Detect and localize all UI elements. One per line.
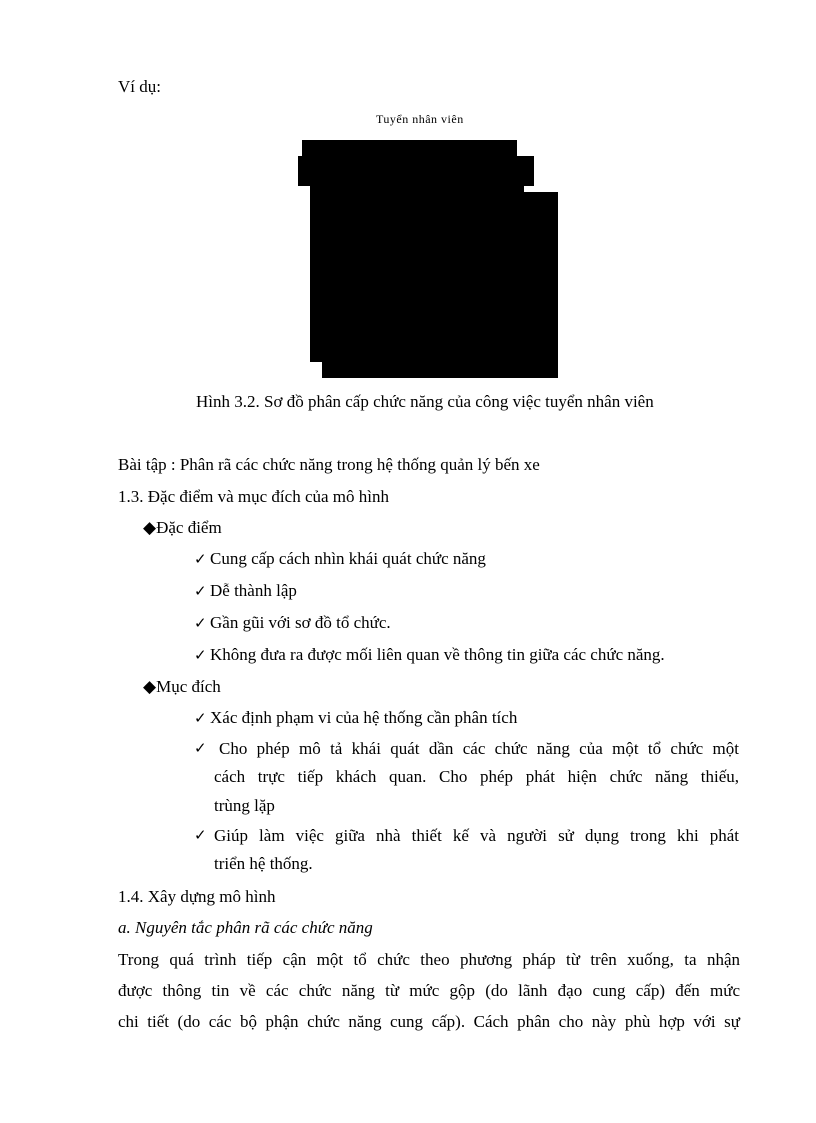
checkmark-icon: ✓ <box>194 552 207 568</box>
feature-text: Không đưa ra được mối liên quan về thông tin giữa các chức năng. <box>210 645 665 664</box>
section-heading-1-3: 1.3. Đặc điểm và mục đích của mô hình <box>118 487 389 506</box>
feature-text: Dễ thành lập <box>210 581 297 600</box>
purpose-text-line: triển hệ thống. <box>214 854 313 873</box>
features-heading-label: Đặc điểm <box>156 518 222 537</box>
checkmark-icon: ✓ <box>194 741 207 757</box>
features-heading <box>143 518 222 538</box>
paragraph-line: Trong quá trình tiếp cận một tổ chức theo phương pháp từ trên xuống, ta nhận <box>118 950 740 969</box>
figure-top-label: Tuyển nhân viên <box>376 112 464 126</box>
redaction-block <box>310 192 558 362</box>
section-heading-1-4: 1.4. Xây dựng mô hình <box>118 887 276 906</box>
purpose-item <box>194 708 517 728</box>
redaction-block <box>298 156 534 186</box>
purpose-text-line: trùng lặp <box>214 796 275 815</box>
checkmark-icon: ✓ <box>194 648 207 664</box>
paragraph-line: chi tiết (do các bộ phận chức năng cung cấp). Cách phân cho này phù hợp với sự <box>118 1012 740 1031</box>
feature-item <box>194 613 391 633</box>
redaction-block <box>322 358 558 378</box>
purpose-text-line: cách trực tiếp khách quan. Cho phép phát hiện chức năng thiếu, <box>214 767 739 786</box>
purpose-text-line: Cho phép mô tả khái quát dần các chức năng của một tổ chức một <box>219 739 739 758</box>
purpose-heading-label: Mục đích <box>156 677 221 696</box>
feature-item <box>194 549 486 569</box>
feature-item <box>194 645 665 665</box>
feature-text: Cung cấp cách nhìn khái quát chức năng <box>210 549 486 568</box>
purpose-text: Xác định phạm vi của hệ thống cần phân tích <box>210 708 518 727</box>
exercise-text: Bài tập : Phân rã các chức năng trong hệ thống quản lý bến xe <box>118 455 540 474</box>
figure-caption: Hình 3.2. Sơ đồ phân cấp chức năng của công việc tuyển nhân viên <box>196 392 654 411</box>
diamond-icon: ◆ <box>143 677 157 696</box>
feature-text: Gần gũi với sơ đồ tổ chức. <box>210 613 391 632</box>
checkmark-icon: ✓ <box>194 616 207 632</box>
checkmark-icon: ✓ <box>194 711 207 727</box>
purpose-text-line: Giúp làm việc giữa nhà thiết kế và người sử dụng trong khi phát <box>214 826 739 845</box>
example-label: Ví dụ: <box>118 77 161 96</box>
checkmark-icon: ✓ <box>194 584 207 600</box>
diamond-icon: ◆ <box>143 518 157 537</box>
paragraph-line: được thông tin về các chức năng từ mức gộp (do lãnh đạo cung cấp) đến mức <box>118 981 740 1000</box>
checkmark-icon: ✓ <box>194 828 207 844</box>
purpose-heading <box>143 677 221 697</box>
feature-item <box>194 581 297 601</box>
subheading-a: a. Nguyên tắc phân rã các chức năng <box>118 918 373 937</box>
